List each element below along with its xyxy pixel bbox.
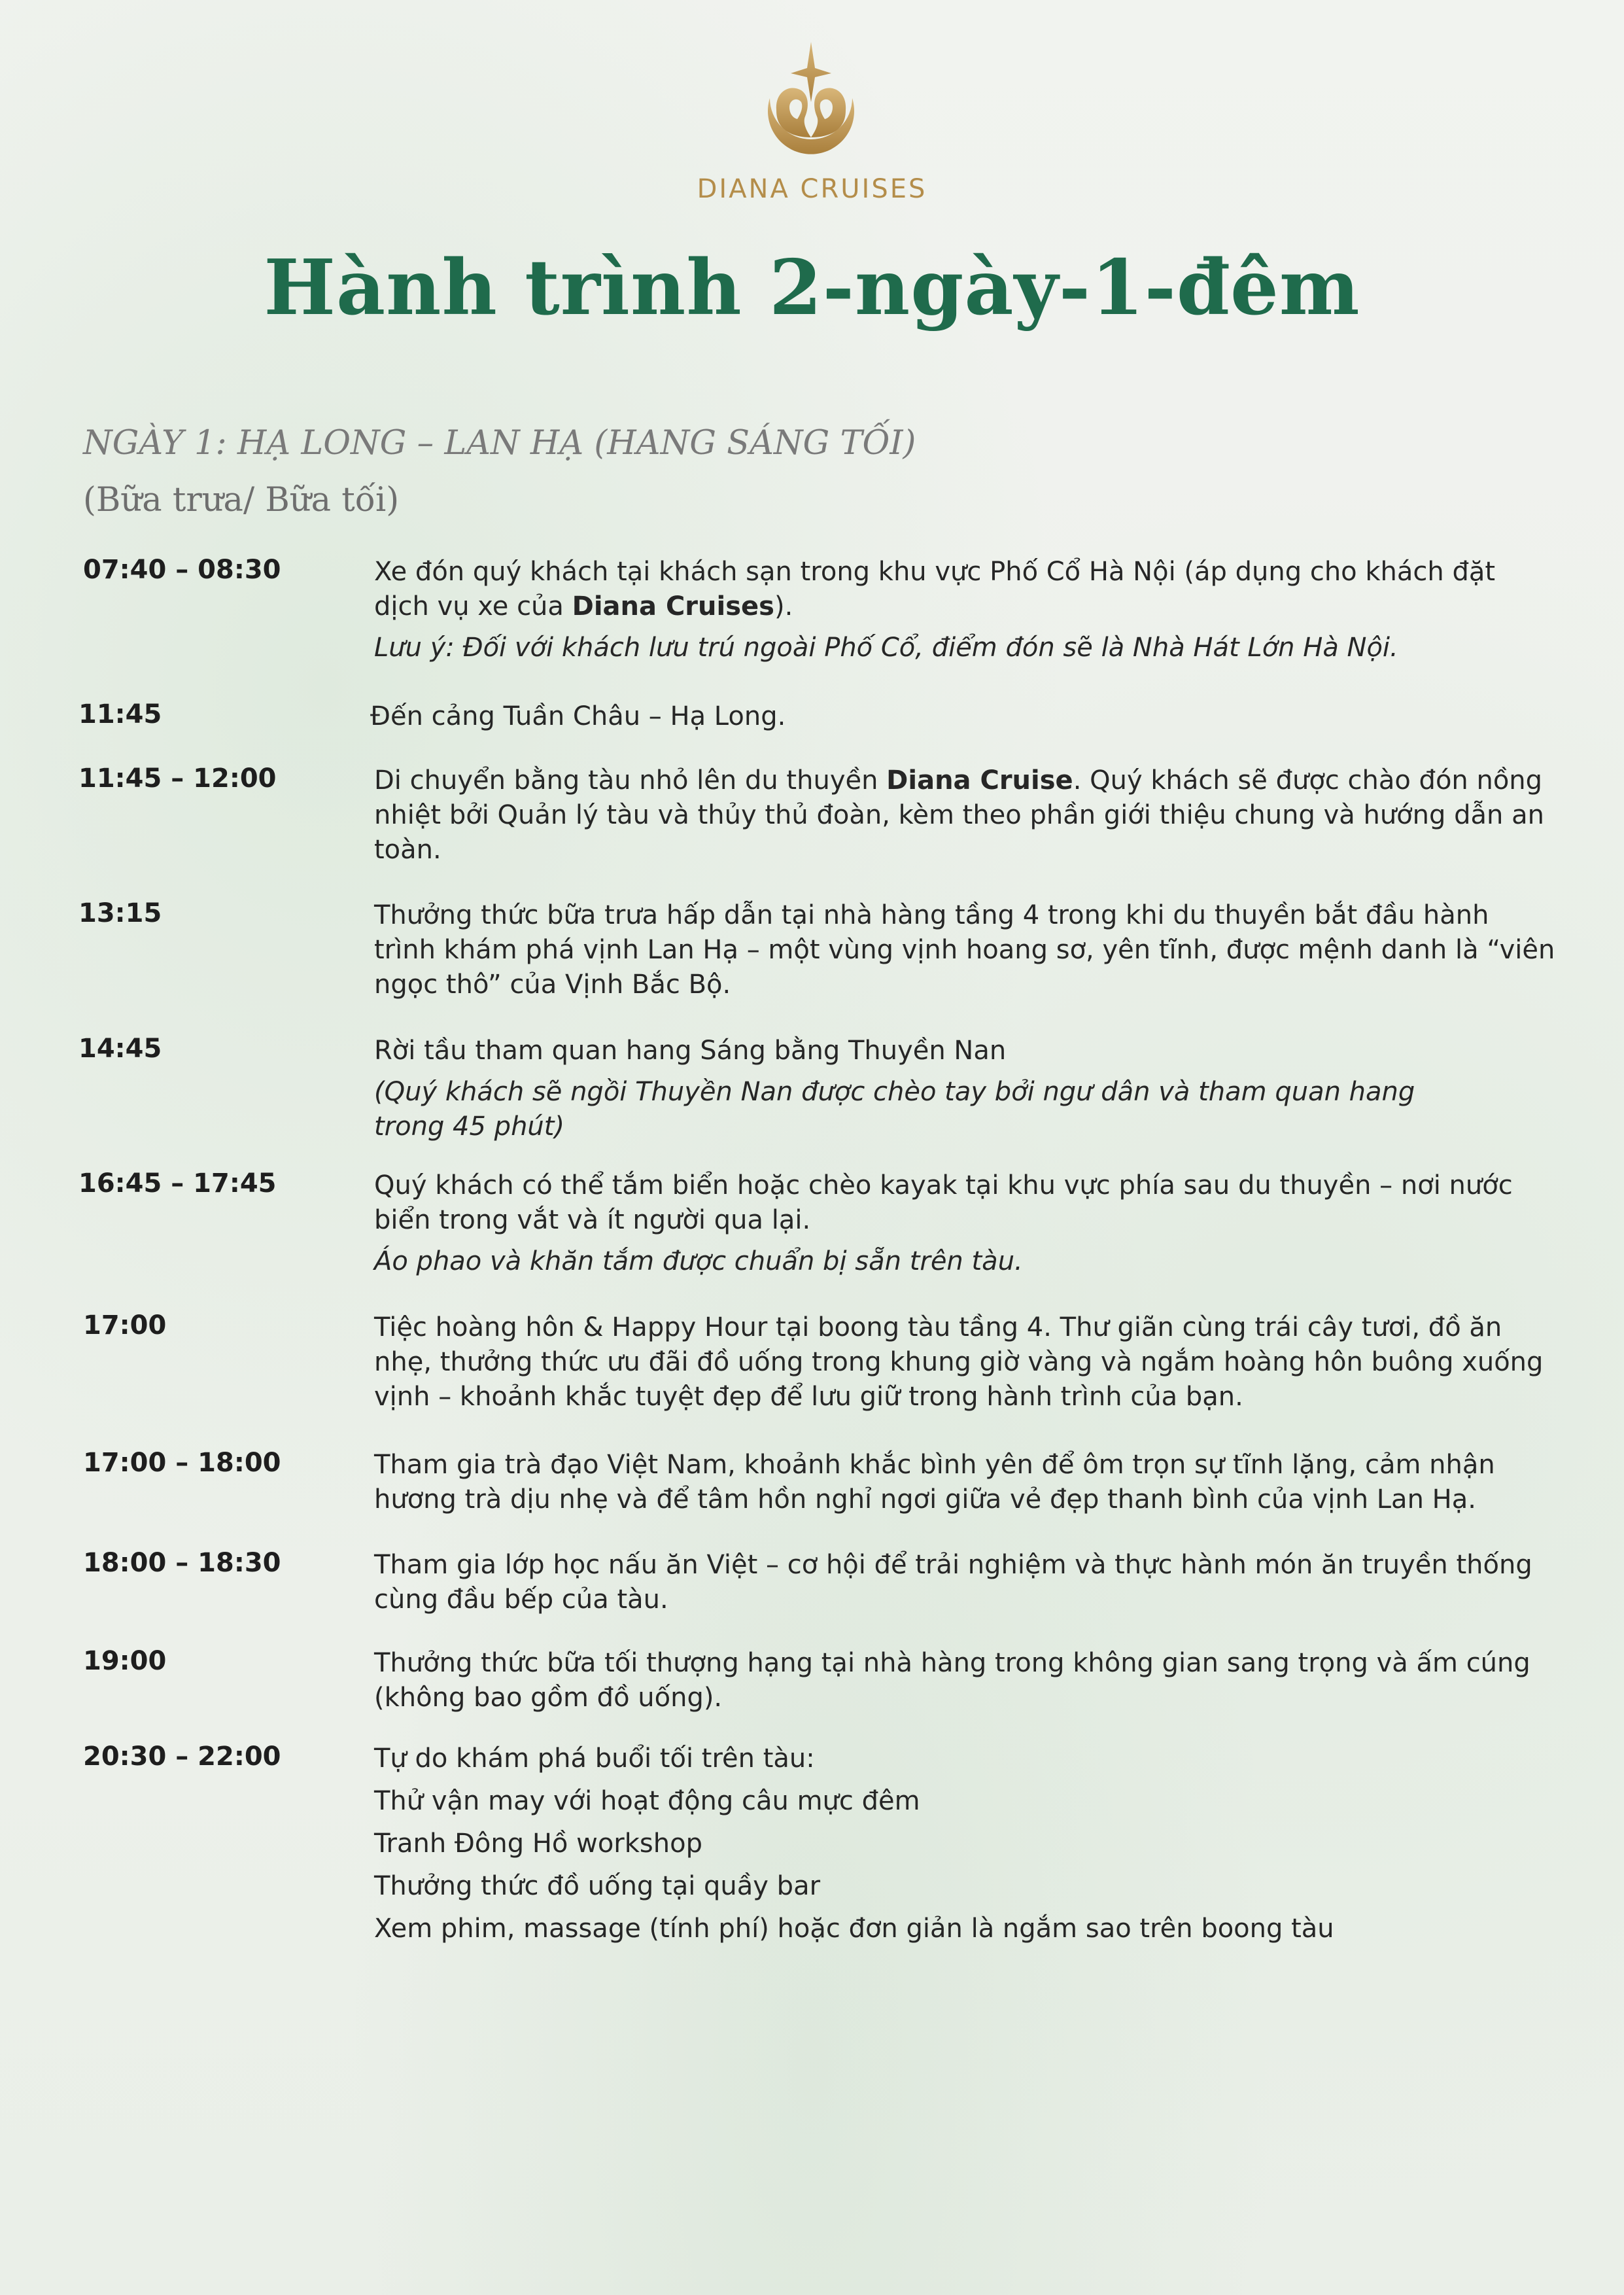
schedule-text: Rời tầu tham quan hang Sáng bằng Thuyền Nan (374, 1036, 1007, 1066)
page-title: Hành trình 2-ngày-1-đêm (264, 243, 1360, 332)
schedule-text: Tự do khám phá buổi tối trên tàu: (374, 1743, 815, 1774)
schedule-note: (Quý khách sẽ ngồi Thuyền Nan được chèo tay bởi ngư dân và tham quan hang trong 45 phút) (374, 1077, 1415, 1142)
schedule-time: 17:00 – 18:00 (83, 1448, 281, 1478)
schedule-time: 19:00 (83, 1646, 167, 1676)
activity-item: Tranh Đông Hồ workshop (374, 1829, 702, 1859)
schedule-time: 20:30 – 22:00 (83, 1742, 281, 1772)
schedule-text: Di chuyển bằng tàu nhỏ lên du thuyền (374, 765, 887, 796)
schedule-text: Thưởng thức bữa trưa hấp dẫn tại nhà hàng tầng 4 trong khi du thuyền bắt đầu hành trình khám phá vịnh Lan Hạ – một vùng vịnh hoang sơ, yên tĩnh, được mệnh danh là “viên ngọc thô” của Vịnh Bắc Bộ. (374, 900, 1555, 1000)
schedule-time: 14:45 (78, 1034, 162, 1064)
diana-lotus-logo-icon (750, 39, 872, 170)
schedule-description (374, 1548, 1558, 1617)
schedule-text: Tham gia trà đạo Việt Nam, khoảnh khắc bình yên để ôm trọn sự tĩnh lặng, cảm nhận hương trà dịu nhẹ và để tâm hồn nghỉ ngơi giữa vẻ đẹp thanh bình của vịnh Lan Hạ. (374, 1450, 1495, 1515)
schedule-time: 17:00 (83, 1310, 167, 1340)
schedule-text-end: ). (774, 591, 793, 622)
schedule-time: 18:00 – 18:30 (83, 1548, 281, 1578)
activity-item: Xem phim, massage (tính phí) hoặc đơn giản là ngắm sao trên boong tàu (374, 1914, 1334, 1944)
schedule-time: 13:15 (78, 898, 162, 928)
schedule-text: Xe đón quý khách tại khách sạn trong khu vực Phố Cổ Hà Nội (áp dụng cho khách đặt dịch vụ xe của (374, 557, 1496, 622)
schedule-description (374, 1448, 1558, 1517)
schedule-description (374, 898, 1558, 1002)
schedule-note: Áo phao và khăn tắm được chuẩn bị sẵn trên tàu. (374, 1246, 1023, 1276)
schedule-description (374, 1034, 1558, 1144)
schedule-description (370, 699, 1554, 734)
schedule-time: 11:45 (78, 699, 162, 729)
schedule-text: Thưởng thức bữa tối thượng hạng tại nhà hàng trong không gian sang trọng và ấm cúng (không bao gồm đồ uống). (374, 1648, 1530, 1713)
schedule-time: 07:40 – 08:30 (83, 555, 281, 585)
schedule-description (374, 1742, 1558, 1946)
schedule-text-end: . Quý khách sẽ được chào đón nồng nhiệt bởi Quản lý tàu và thủy thủ đoàn, kèm theo phần giới thiệu chung và hướng dẫn an toàn. (374, 765, 1544, 865)
schedule-description (374, 763, 1558, 867)
schedule-text: Đến cảng Tuần Châu – Hạ Long. (370, 701, 786, 731)
schedule-description (374, 1310, 1558, 1414)
schedule-text: Tiệc hoàng hôn & Happy Hour tại boong tàu tầng 4. Thư giãn cùng trái cây tươi, đồ ăn nhẹ, thưởng thức ưu đãi đồ uống trong khung giờ vàng và ngắm hoàng hôn buông xuống vịnh – khoảnh khắc tuyệt đẹp để lưu giữ trong hành trình của bạn. (374, 1312, 1544, 1412)
day-meals: (Bữa trưa/ Bữa tối) (83, 481, 400, 519)
brand-name: DIANA CRUISES (697, 174, 927, 204)
schedule-description (374, 555, 1558, 665)
activity-item: Thưởng thức đồ uống tại quầy bar (374, 1871, 821, 1901)
brand-mention: Diana Cruises (572, 591, 774, 622)
schedule-text: Tham gia lớp học nấu ăn Việt – cơ hội để trải nghiệm và thực hành món ăn truyền thống cùng đầu bếp của tàu. (374, 1550, 1532, 1615)
schedule-note: Lưu ý: Đối với khách lưu trú ngoài Phố Cổ, điểm đón sẽ là Nhà Hát Lớn Hà Nội. (374, 633, 1398, 663)
schedule-description (374, 1646, 1558, 1715)
schedule-text: Quý khách có thể tắm biển hoặc chèo kayak tại khu vực phía sau du thuyền – nơi nước biển trong vắt và ít người qua lại. (374, 1170, 1513, 1235)
activity-item: Thử vận may với hoạt động câu mực đêm (374, 1786, 920, 1816)
schedule-description (374, 1168, 1558, 1279)
schedule-time: 16:45 – 17:45 (78, 1168, 277, 1199)
schedule-time: 11:45 – 12:00 (78, 763, 277, 794)
brand-mention: Diana Cruise (886, 765, 1073, 796)
day-heading: NGÀY 1: HẠ LONG – LAN HẠ (HANG SÁNG TỐI) (83, 424, 916, 463)
